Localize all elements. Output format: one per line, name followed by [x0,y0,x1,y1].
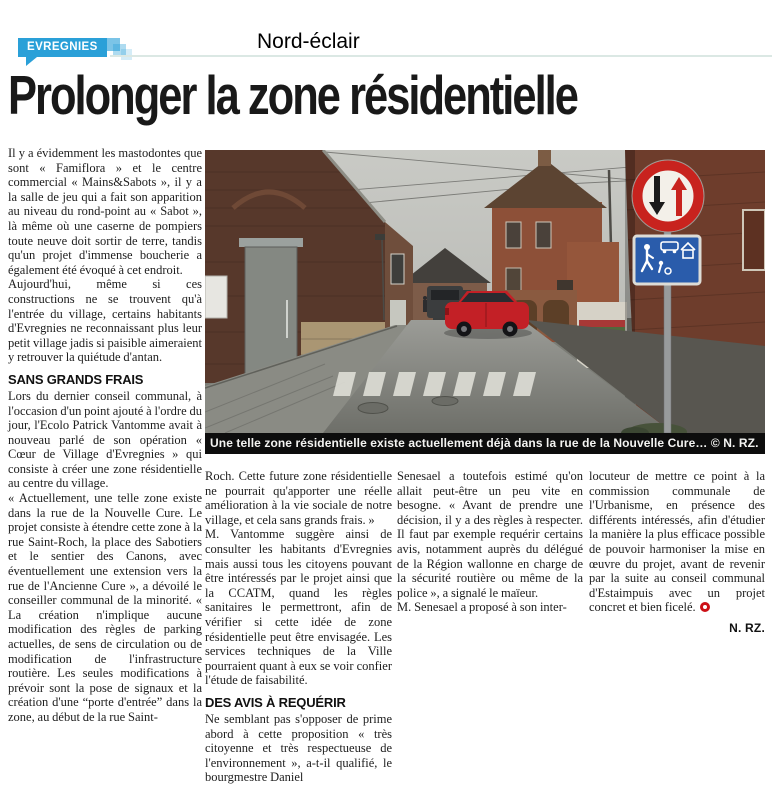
paragraph: M. Vantomme suggère ainsi de consulter les habitants d'Evregnies mais aussi tous les citoyens pouvant être intéressés par le projet ainsi que la CCATM, quand les règles sanitaires le permettront, afin de vérifier si cette idée de zone résidentielle peut être envisagée. Les services techniques de la Ville pourraient quant à eux se voir confier l'étude de faisabilité. [205,527,392,688]
article-headline: Prolonger la zone résidentielle [8,64,577,126]
paragraph: Senesael a toutefois estimé qu'on allait peut-être un peu vite en besogne. « Avant de prendre une décision, il y a des règles à respecter. Il faut par exemple requérir certains avis, notamment auprès du délégué de la Région wallonne en charge de la sécurité routière ou même de la police », a signalé le maïeur. [397,469,583,600]
paragraph: « Actuellement, une telle zone existe dans la rue de la Nouvelle Cure. Le projet consiste à étendre cette zone à la rue Saint-Roch, la place des Sabotiers et le sentier des Canons, avec éventuellement une extension vers la rue de l'Ancienne Cure », a dévoilé le conseiller communal de la minorité. « La création n'implique aucune modification des règles de parking actuelles, de sens de circulation ou de modification de l'infrastructure routière. Les seules modifications à prévoir sont la pose de signaux et la création d'une “porte d'entrée” dans la zone, au début de la rue Saint- [8,491,202,724]
paragraph: Ne semblant pas s'opposer de prime abord à cette proposition « très citoyenne et très respectueuse de l'environnement », a-t-il qualifié, le bourgmestre Daniel [205,711,392,785]
street-photo-figure [205,150,765,454]
paragraph: M. Senesael a proposé à son inter- [397,600,567,615]
paragraph: Lors du dernier conseil communal, à l'occasion d'un point ajouté à l'ordre du jour, l'Ecolo Patrick Vantomme avait à nouveau parlé de son opération « Cœur de Village d'Evregnies » qui consiste à créer une zone résidentielle au centre du village. [8,388,202,491]
manhole-cover [358,403,388,414]
article-column-2 [205,469,392,785]
residential-zone-sign-icon [634,236,700,284]
paragraph [589,469,765,615]
grey-door [245,247,297,375]
subheading-des-avis-a-requerir: DES AVIS À REQUÉRIR [205,694,346,710]
wall-sign [205,276,227,318]
article-column-4 [589,469,765,635]
byline: N. RZ. [729,620,765,635]
kicker-label: EVREGNIES [27,41,98,53]
article-column-3 [397,469,583,615]
article-end-icon [700,602,710,612]
article-column-1 [8,146,202,725]
paragraph: Il y a évidemment les mastodontes que sont « Famiflora » et le centre commercial « Mains&Sabots », il y a la salle de jeu qui a fait son apparition au niveau du rond-point au « Sabot », là même où une caserne de pompiers toute neuve doit sortir de terre, tandis qu'un projet d'immense boucherie a également été évoqué à cet endroit. [8,146,202,277]
subheading-sans-grands-frais: SANS GRANDS FRAIS [8,371,144,387]
photo-caption: Une telle zone résidentielle existe actuellement déjà dans la rue de la Nouvelle Cure… © N. RZ. [205,433,765,454]
masthead-title: Nord-éclair [257,30,360,53]
kicker-tag [18,38,107,57]
street-photo-illustration [205,150,765,433]
manhole-cover [432,397,458,406]
paragraph: Aujourd'hui, même si ces constructions ne se trouvent qu'à l'entrée du village, certains habitants d'Evregnies ne reconnaissant plus leur petit village jadis si paisible aimeraient y retrouver la quiétude d'antan. [8,277,202,365]
header-divider [110,55,772,57]
priority-sign-icon [632,160,704,232]
paragraph: Roch. Cette future zone résidentielle ne pourrait qu'apporter une réelle amélioration à la vie sociale de notre village, et cela sans grands frais. » [205,469,392,527]
paragraph-text: locuteur de mettre ce point à la commission communale de l'Urbanisme, en présence des différents intéressés, afin d'étudier la manière la plus efficace possible de pouvoir harmoniser la mise en œuvre du projet, avant de revenir par la suite au conseil communal d'Estaimpuis avec un projet concret et bien ficelé. [589,469,765,615]
